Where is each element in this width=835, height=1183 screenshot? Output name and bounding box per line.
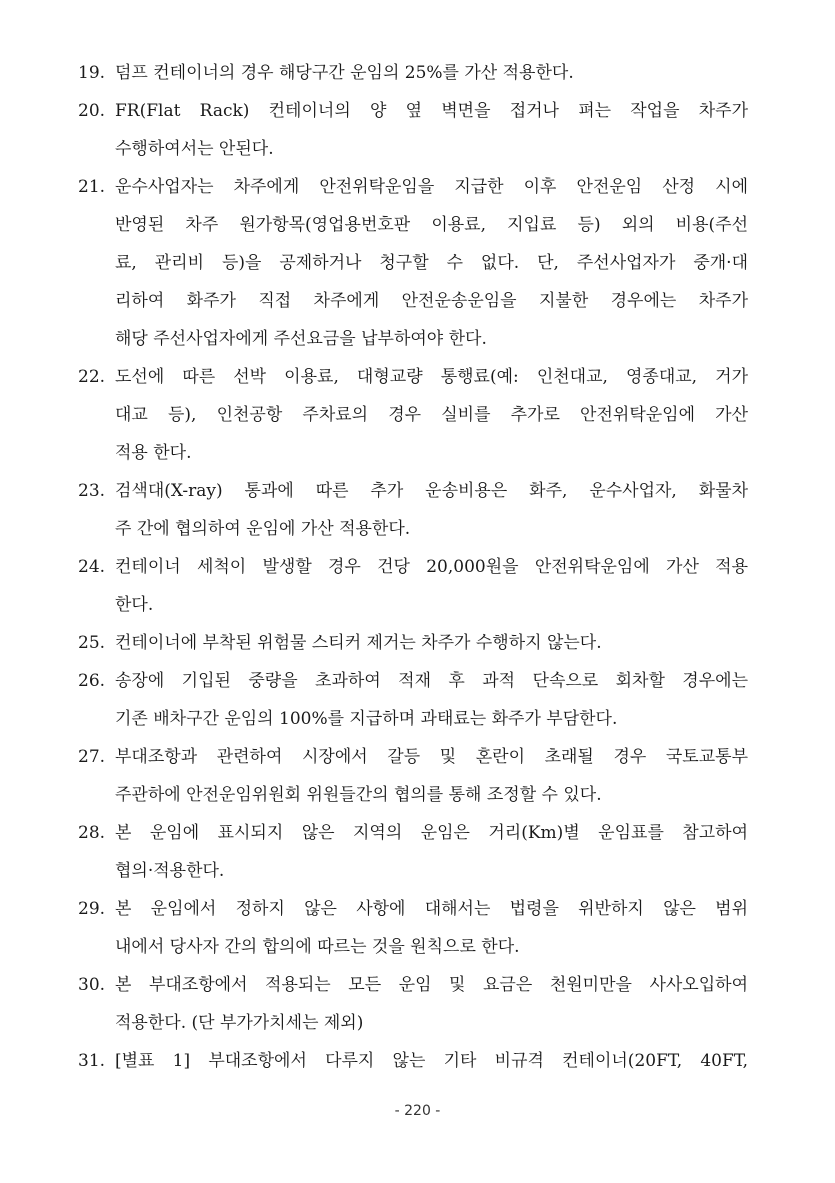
item-text-line: 반영된 차주 원가항목(영업용번호판 이용료, 지입료 등) 외의 비용(주선	[115, 215, 748, 235]
list-item	[78, 890, 748, 966]
item-text-line: 수행하여서는 안된다.	[115, 139, 274, 159]
item-text-line: 송장에 기입된 중량을 초과하여 적재 후 과적 단속으로 회차할 경우에는	[115, 671, 748, 691]
list-item	[78, 624, 748, 662]
item-text-line: 적용 한다.	[115, 443, 192, 463]
item-number: 24.	[78, 557, 106, 577]
item-text-line: 해당 주선사업자에게 주선요금을 납부하여야 한다.	[115, 329, 487, 349]
list-item	[78, 1042, 748, 1080]
list-item	[78, 662, 748, 738]
provision-list	[78, 54, 748, 1080]
item-text-line: 도선에 따른 선박 이용료, 대형교량 통행료(예: 인천대교, 영종대교, 거가	[115, 367, 748, 387]
item-text-line: 주 간에 협의하여 운임에 가산 적용한다.	[115, 519, 411, 539]
item-text-line: 주관하에 안전운임위원회 위원들간의 협의를 통해 조정할 수 있다.	[115, 785, 602, 805]
item-number: 23.	[78, 481, 106, 501]
item-number: 19.	[78, 63, 106, 83]
list-item	[78, 472, 748, 548]
list-item	[78, 54, 748, 92]
item-number: 21.	[78, 177, 106, 197]
item-text-line: 부대조항과 관련하여 시장에서 갈등 및 혼란이 초래될 경우 국토교통부	[115, 747, 748, 767]
page-number: - 220 -	[394, 1103, 441, 1119]
item-text-line: 협의·적용한다.	[115, 861, 225, 881]
list-item	[78, 966, 748, 1042]
item-text-line: 덤프 컨테이너의 경우 해당구간 운임의 25%를 가산 적용한다.	[115, 63, 574, 83]
item-number: 22.	[78, 367, 106, 387]
list-item	[78, 738, 748, 814]
item-text-line: 리하여 화주가 직접 차주에게 안전운송운임을 지불한 경우에는 차주가	[115, 291, 748, 311]
list-item	[78, 168, 748, 358]
item-text-line: 컨테이너에 부착된 위험물 스티커 제거는 차주가 수행하지 않는다.	[115, 633, 602, 653]
list-item	[78, 548, 748, 624]
item-text-line: FR(Flat Rack) 컨테이너의 양 옆 벽면을 접거나 펴는 작업을 차주가	[115, 101, 748, 121]
item-text-line: 대교 등), 인천공항 주차료의 경우 실비를 추가로 안전위탁운임에 가산	[115, 405, 748, 425]
item-number: 25.	[78, 633, 106, 653]
item-text-line: 기존 배차구간 운임의 100%를 지급하며 과태료는 화주가 부담한다.	[115, 709, 618, 729]
list-item	[78, 814, 748, 890]
item-text-line: 본 운임에 표시되지 않은 지역의 운임은 거리(Km)별 운임표를 참고하여	[115, 823, 748, 843]
list-item	[78, 92, 748, 168]
item-number: 31.	[78, 1051, 106, 1071]
list-item	[78, 358, 748, 472]
item-text-line: 운수사업자는 차주에게 안전위탁운임을 지급한 이후 안전운임 산정 시에	[115, 177, 748, 197]
item-text-line: 본 운임에서 정하지 않은 사항에 대해서는 법령을 위반하지 않은 범위	[115, 899, 748, 919]
item-text-line: 료, 관리비 등)을 공제하거나 청구할 수 없다. 단, 주선사업자가 중개·대	[115, 253, 748, 273]
item-text-line: 검색대(X-ray) 통과에 따른 추가 운송비용은 화주, 운수사업자, 화물차	[115, 481, 748, 501]
item-number: 20.	[78, 101, 106, 121]
item-number: 30.	[78, 975, 106, 995]
item-number: 29.	[78, 899, 106, 919]
item-text-line: 한다.	[115, 595, 154, 615]
item-text-line: 컨테이너 세척이 발생할 경우 건당 20,000원을 안전위탁운임에 가산 적용	[115, 557, 748, 577]
item-text-line: [별표 1] 부대조항에서 다루지 않는 기타 비규격 컨테이너(20FT, 40FT,	[115, 1051, 748, 1071]
item-number: 28.	[78, 823, 106, 843]
item-text-line: 내에서 당사자 간의 합의에 따르는 것을 원칙으로 한다.	[115, 937, 520, 957]
item-text-line: 본 부대조항에서 적용되는 모든 운임 및 요금은 천원미만을 사사오입하여	[115, 975, 748, 995]
item-number: 26.	[78, 671, 106, 691]
item-number: 27.	[78, 747, 106, 767]
item-text-line: 적용한다. (단 부가가치세는 제외)	[115, 1013, 364, 1033]
